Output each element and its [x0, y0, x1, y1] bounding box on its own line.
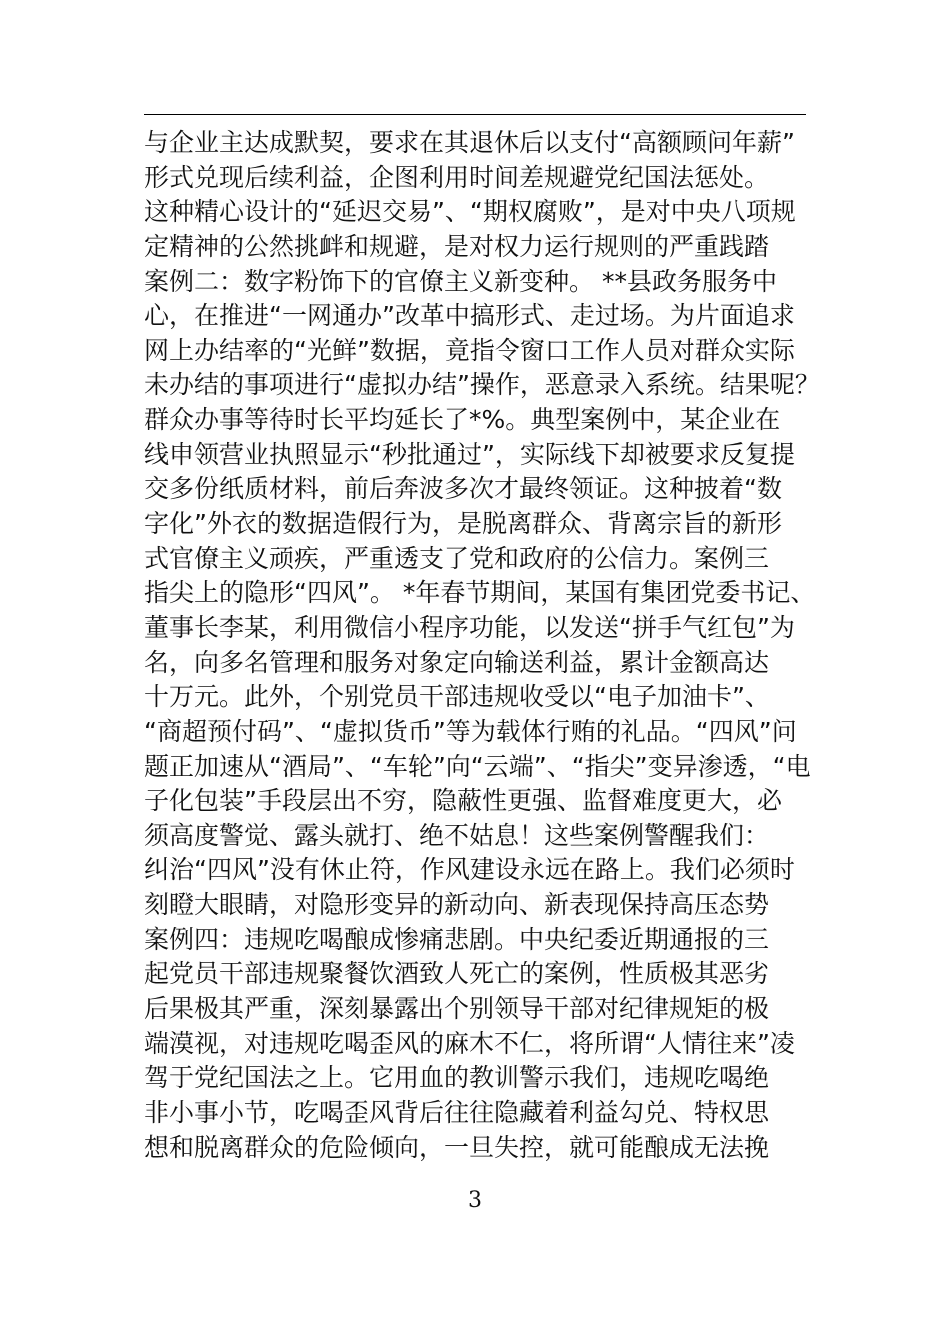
page-number: 3: [468, 1188, 482, 1213]
text-line: 起党员干部违规聚餐饮酒致人死亡的案例，性质极其恶劣: [144, 959, 770, 989]
text-line: 式官僚主义顽疾，严重透支了党和政府的公信力。案例三: [144, 543, 770, 573]
text-line: 刻瞪大眼睛，对隐形变异的新动向、新表现保持高压态势: [144, 890, 770, 920]
text-line: “商超预付码”、“虚拟货币”等为载体行贿的礼品。“四风”问: [144, 716, 797, 746]
text-line: 案例四：违规吃喝酿成惨痛悲剧。中央纪委近期通报的三: [144, 924, 770, 954]
text-line: 案例二：数字粉饰下的官僚主义新变种。 **县政务服务中: [144, 266, 777, 296]
text-line: 定精神的公然挑衅和规避，是对权力运行规则的严重践踏: [144, 231, 770, 261]
text-line: 非小事小节，吃喝歪风背后往往隐藏着利益勾兑、特权思: [144, 1097, 770, 1127]
text-line: 指尖上的隐形“四风”。 *年春节期间，某国有集团党委书记、: [144, 578, 816, 608]
text-line: 网上办结率的“光鲜”数据，竟指令窗口工作人员对群众实际: [144, 335, 795, 365]
text-line: 董事长李某，利用微信小程序功能，以发送“拼手气红包”为: [144, 612, 795, 642]
text-line: 交多份纸质材料，前后奔波多次才最终领证。这种披着“数: [144, 474, 782, 504]
text-line: 形式兑现后续利益，企图利用时间差规避党纪国法惩处。: [144, 162, 770, 192]
text-line: 这种精心设计的“延迟交易”、“期权腐败”，是对中央八项规: [144, 197, 796, 227]
text-line: 名，向多名管理和服务对象定向输送利益，累计金额高达: [144, 647, 770, 677]
text-line: 端漠视，对违规吃喝歪风的麻木不仁，将所谓“人情往来”凌: [144, 1028, 795, 1058]
text-line: 后果极其严重，深刻暴露出个别领导干部对纪律规矩的极: [144, 994, 770, 1024]
header-rule: [144, 114, 806, 115]
body-text: [144, 126, 844, 1165]
text-line: 题正加速从“酒局”、“车轮”向“云端”、“指尖”变异渗透，“电: [144, 751, 811, 781]
text-line: 未办结的事项进行“虚拟办结”操作，恶意录入系统。结果呢？: [144, 370, 820, 400]
text-line: 子化包装”手段层出不穷，隐蔽性更强、监督难度更大，必: [144, 786, 782, 816]
text-line: 须高度警觉、露头就打、绝不姑息！这些案例警醒我们：: [144, 820, 770, 850]
text-line: 想和脱离群众的危险倾向，一旦失控，就可能酿成无法挽: [144, 1132, 770, 1162]
text-line: 与企业主达成默契，要求在其退休后以支付“高额顾问年薪”: [144, 128, 795, 157]
text-line: 驾于党纪国法之上。它用血的教训警示我们，违规吃喝绝: [144, 1063, 770, 1093]
text-line: 群众办事等待时长平均延长了*%。典型案例中，某企业在: [144, 405, 781, 435]
text-line: 心，在推进“一网通办”改革中搞形式、走过场。为片面追求: [144, 301, 795, 331]
text-line: 十万元。此外，个别党员干部违规收受以“电子加油卡”、: [144, 682, 770, 712]
text-line: 字化”外衣的数据造假行为，是脱离群众、背离宗旨的新形: [144, 509, 782, 539]
text-line: 线申领营业执照显示“秒批通过”，实际线下却被要求反复提: [144, 439, 795, 469]
text-line: 纠治“四风”没有休止符，作风建设永远在路上。我们必须时: [144, 855, 795, 885]
